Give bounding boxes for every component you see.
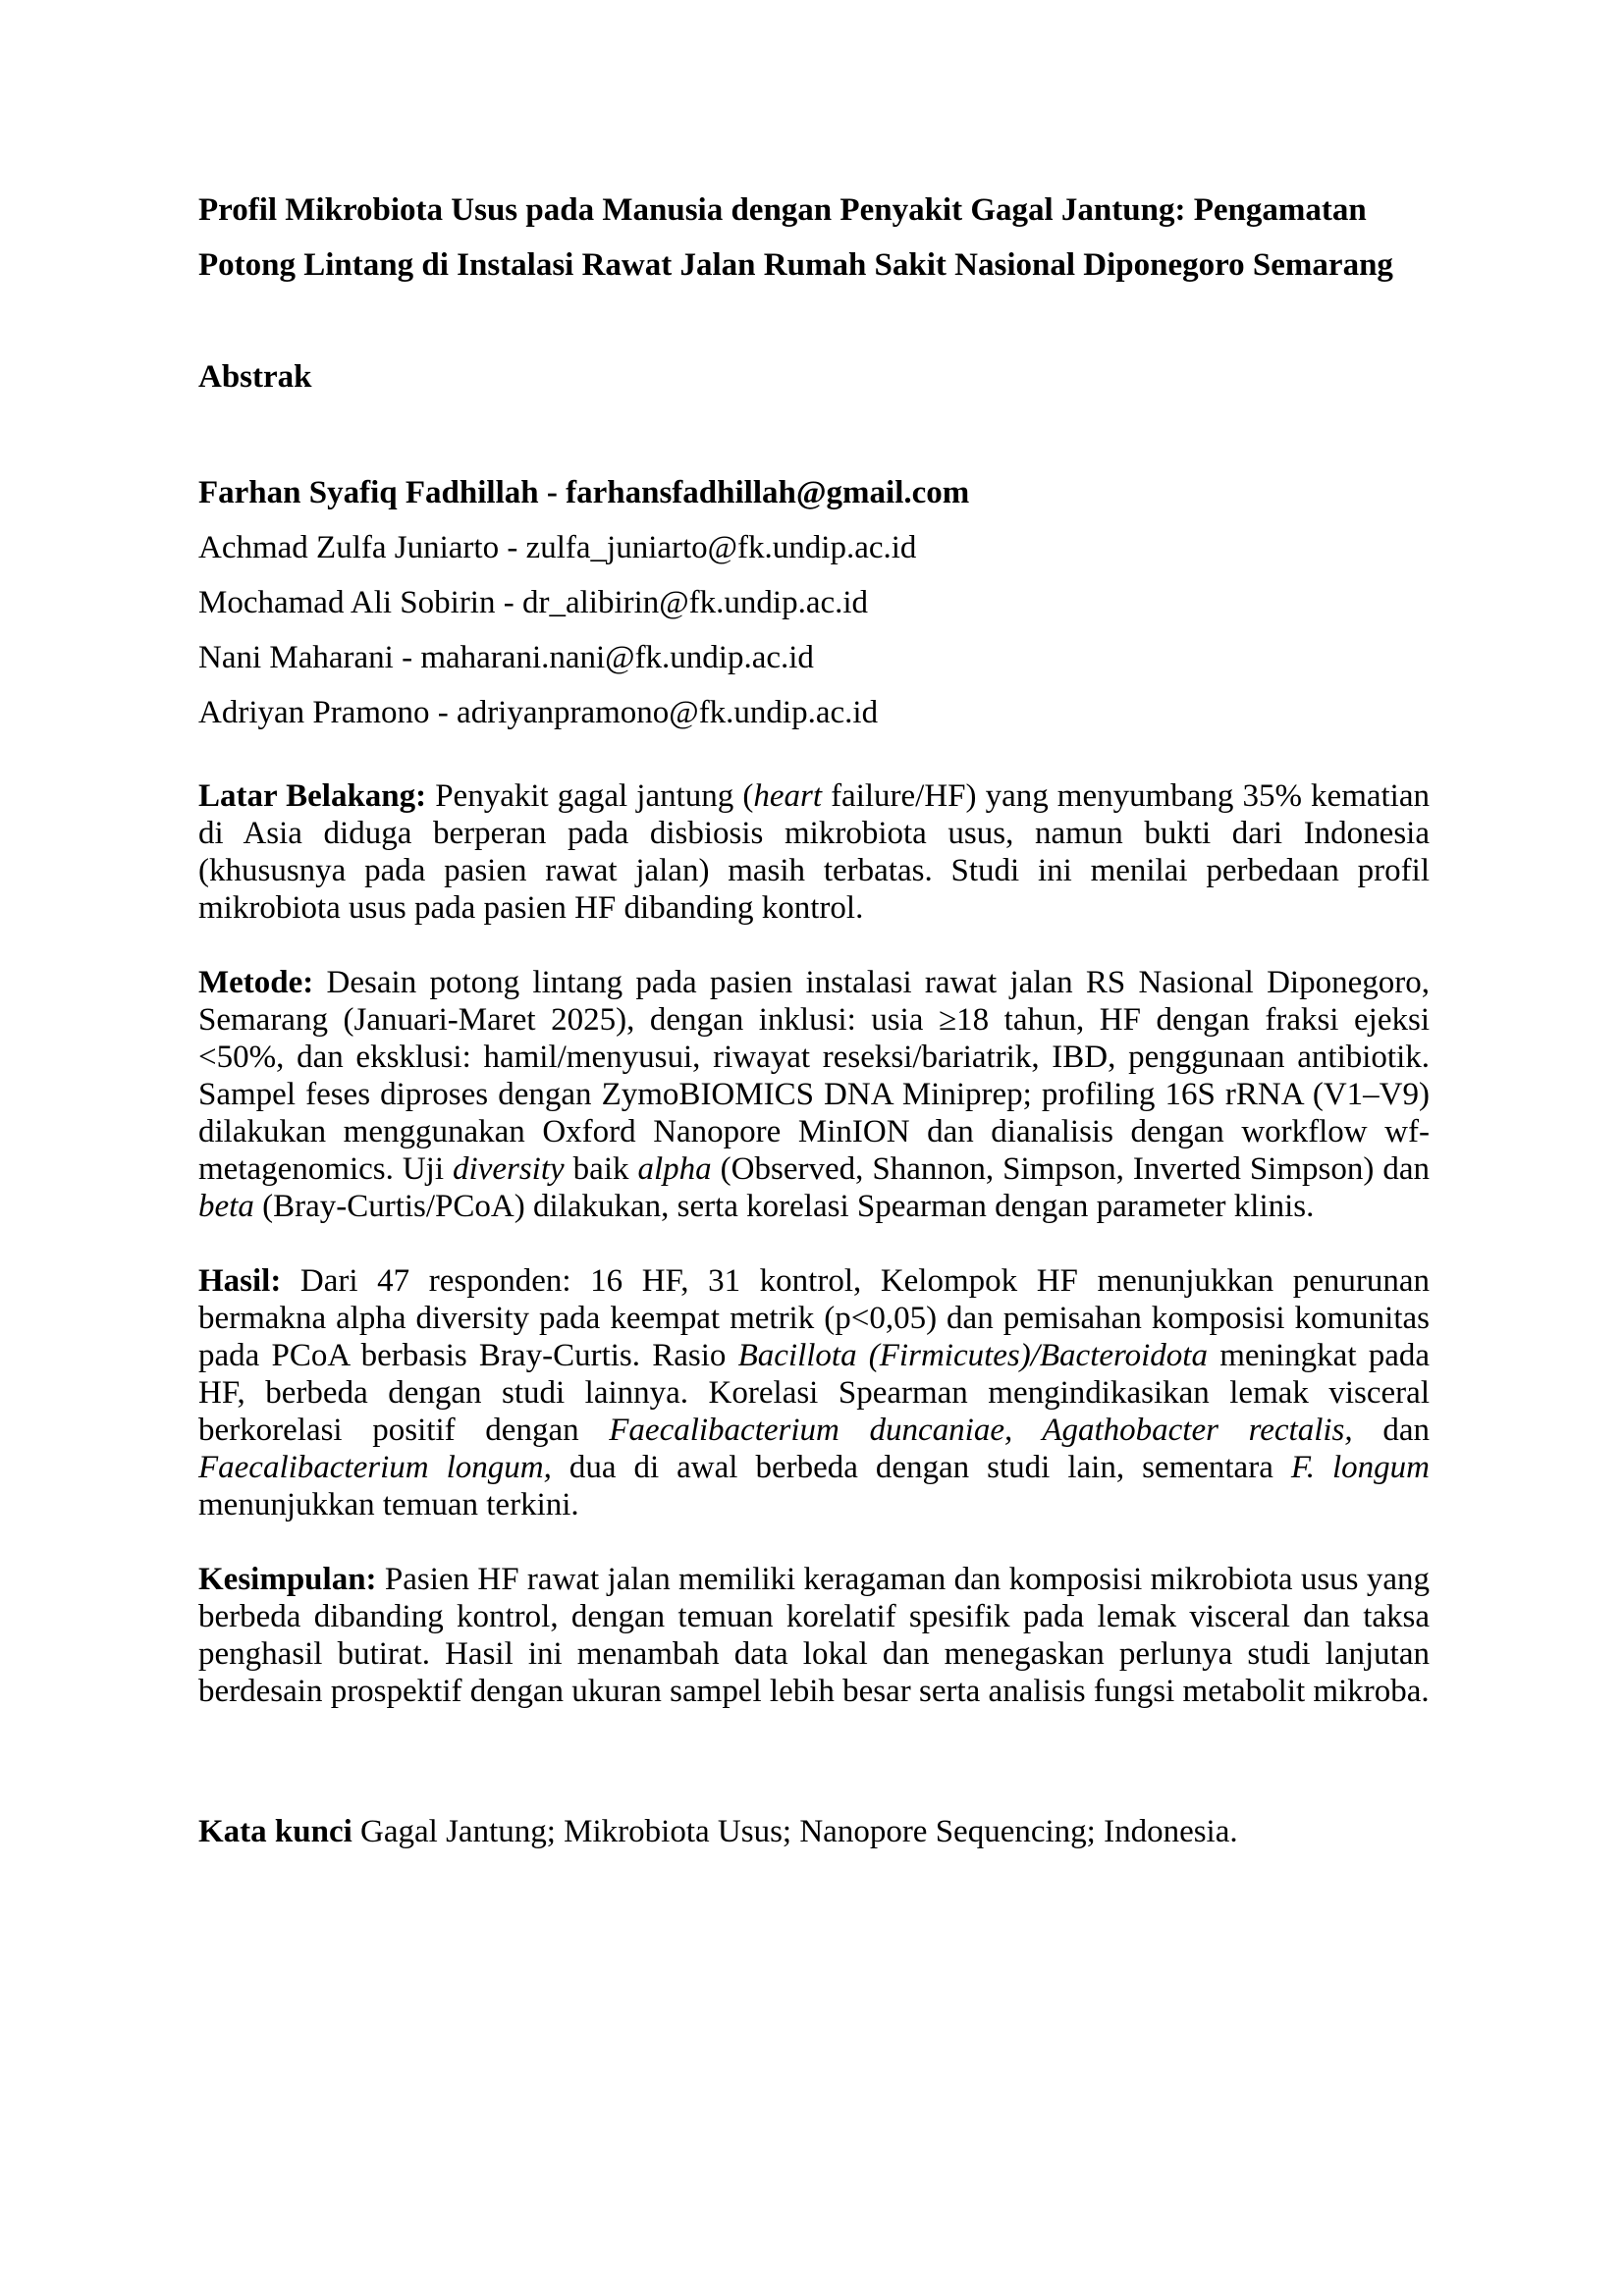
author-separator: - xyxy=(538,475,567,510)
author-name: Farhan Syafiq Fadhillah xyxy=(198,475,539,510)
author-line xyxy=(198,575,1430,630)
author-email: zulfa_juniarto@fk.undip.ac.id xyxy=(525,530,917,565)
author-list xyxy=(198,465,1430,740)
keywords-line: Kata kunci Gagal Jantung; Mikrobiota Usus; Nanopore Sequencing; Indonesia. xyxy=(198,1814,1238,1849)
author-line xyxy=(198,630,1430,685)
author-separator: - xyxy=(429,695,458,730)
paper-title xyxy=(198,183,1430,293)
author-separator: - xyxy=(495,585,522,620)
author-line xyxy=(198,520,1430,575)
author-name: Mochamad Ali Sobirin xyxy=(198,585,496,620)
author-name: Achmad Zulfa Juniarto xyxy=(198,530,500,565)
author-name: Adriyan Pramono xyxy=(198,695,430,730)
paper-title-line-1: Profil Mikrobiota Usus pada Manusia dengan Penyakit Gagal Jantung: Pengamatan xyxy=(198,192,1367,228)
author-email: maharani.nani@fk.undip.ac.id xyxy=(420,640,814,675)
paragraph-metode: Metode: Desain potong lintang pada pasien instalasi rawat jalan RS Nasional Diponegoro, Semarang (Januari-Maret 2025), dengan inklusi: usia ≥18 tahun, HF dengan fraksi ejeksi <50%, dan eksklusi: hamil/menyusui, riwayat reseksi/bariatrik, IBD, penggunaan antibiotik. Sampel feses diproses dengan ZymoBIOMICS DNA Miniprep; profiling 16S rRNA (V1–V9) dilakukan menggunakan Oxford Nanopore MinION dan dianalisis dengan workflow wf-metagenomics. Uji diversity baik alpha (Observed, Shannon, Simpson, Inverted Simpson) dan beta (Bray-Curtis/PCoA) dilakukan, serta korelasi Spearman dengan parameter klinis. xyxy=(198,965,1430,1224)
paragraph-latar-belakang: Latar Belakang: Penyakit gagal jantung (heart failure/HF) yang menyumbang 35% kematian di Asia diduga berperan pada disbiosis mikrobiota usus, namun bukti dari Indonesia (khususnya pada pasien rawat jalan) masih terbatas. Studi ini menilai perbedaan profil mikrobiota usus pada pasien HF dibanding kontrol. xyxy=(198,778,1430,926)
paragraph-hasil: Hasil: Dari 47 responden: 16 HF, 31 kontrol, Kelompok HF menunjukkan penurunan bermakna alpha diversity pada keempat metrik (p<0,05) dan pemisahan komposisi komunitas pada PCoA berbasis Bray-Curtis. Rasio Bacillota (Firmicutes)/Bacteroidota meningkat pada HF, berbeda dengan studi lainnya. Korelasi Spearman mengindikasikan lemak visceral berkorelasi positif dengan Faecalibacterium duncaniae, Agathobacter rectalis, dan Faecalibacterium longum, dua di awal berbeda dengan studi lain, sementara F. longum menunjukkan temuan terkini. xyxy=(198,1263,1430,1522)
author-line xyxy=(198,685,1430,740)
abstract-heading: Abstrak xyxy=(198,359,312,395)
author-email: adriyanpramono@fk.undip.ac.id xyxy=(457,695,879,730)
author-email: farhansfadhillah@gmail.com xyxy=(566,475,970,510)
paper-title-line-2: Potong Lintang di Instalasi Rawat Jalan Rumah Sakit Nasional Diponegoro Semarang xyxy=(198,247,1393,283)
author-line xyxy=(198,465,1430,520)
author-name: Nani Maharani xyxy=(198,640,394,675)
author-email: dr_alibirin@fk.undip.ac.id xyxy=(521,585,869,620)
author-separator: - xyxy=(393,640,421,675)
paragraph-kesimpulan: Kesimpulan: Pasien HF rawat jalan memiliki keragaman dan komposisi mikrobiota usus yang berbeda dibanding kontrol, dengan temuan korelatif spesifik pada lemak visceral dan taksa penghasil butirat. Hasil ini menambah data lokal dan menegaskan perlunya studi lanjutan berdesain prospektif dengan ukuran sampel lebih besar serta analisis fungsi metabolit mikroba. xyxy=(198,1562,1430,1709)
author-separator: - xyxy=(499,530,526,565)
